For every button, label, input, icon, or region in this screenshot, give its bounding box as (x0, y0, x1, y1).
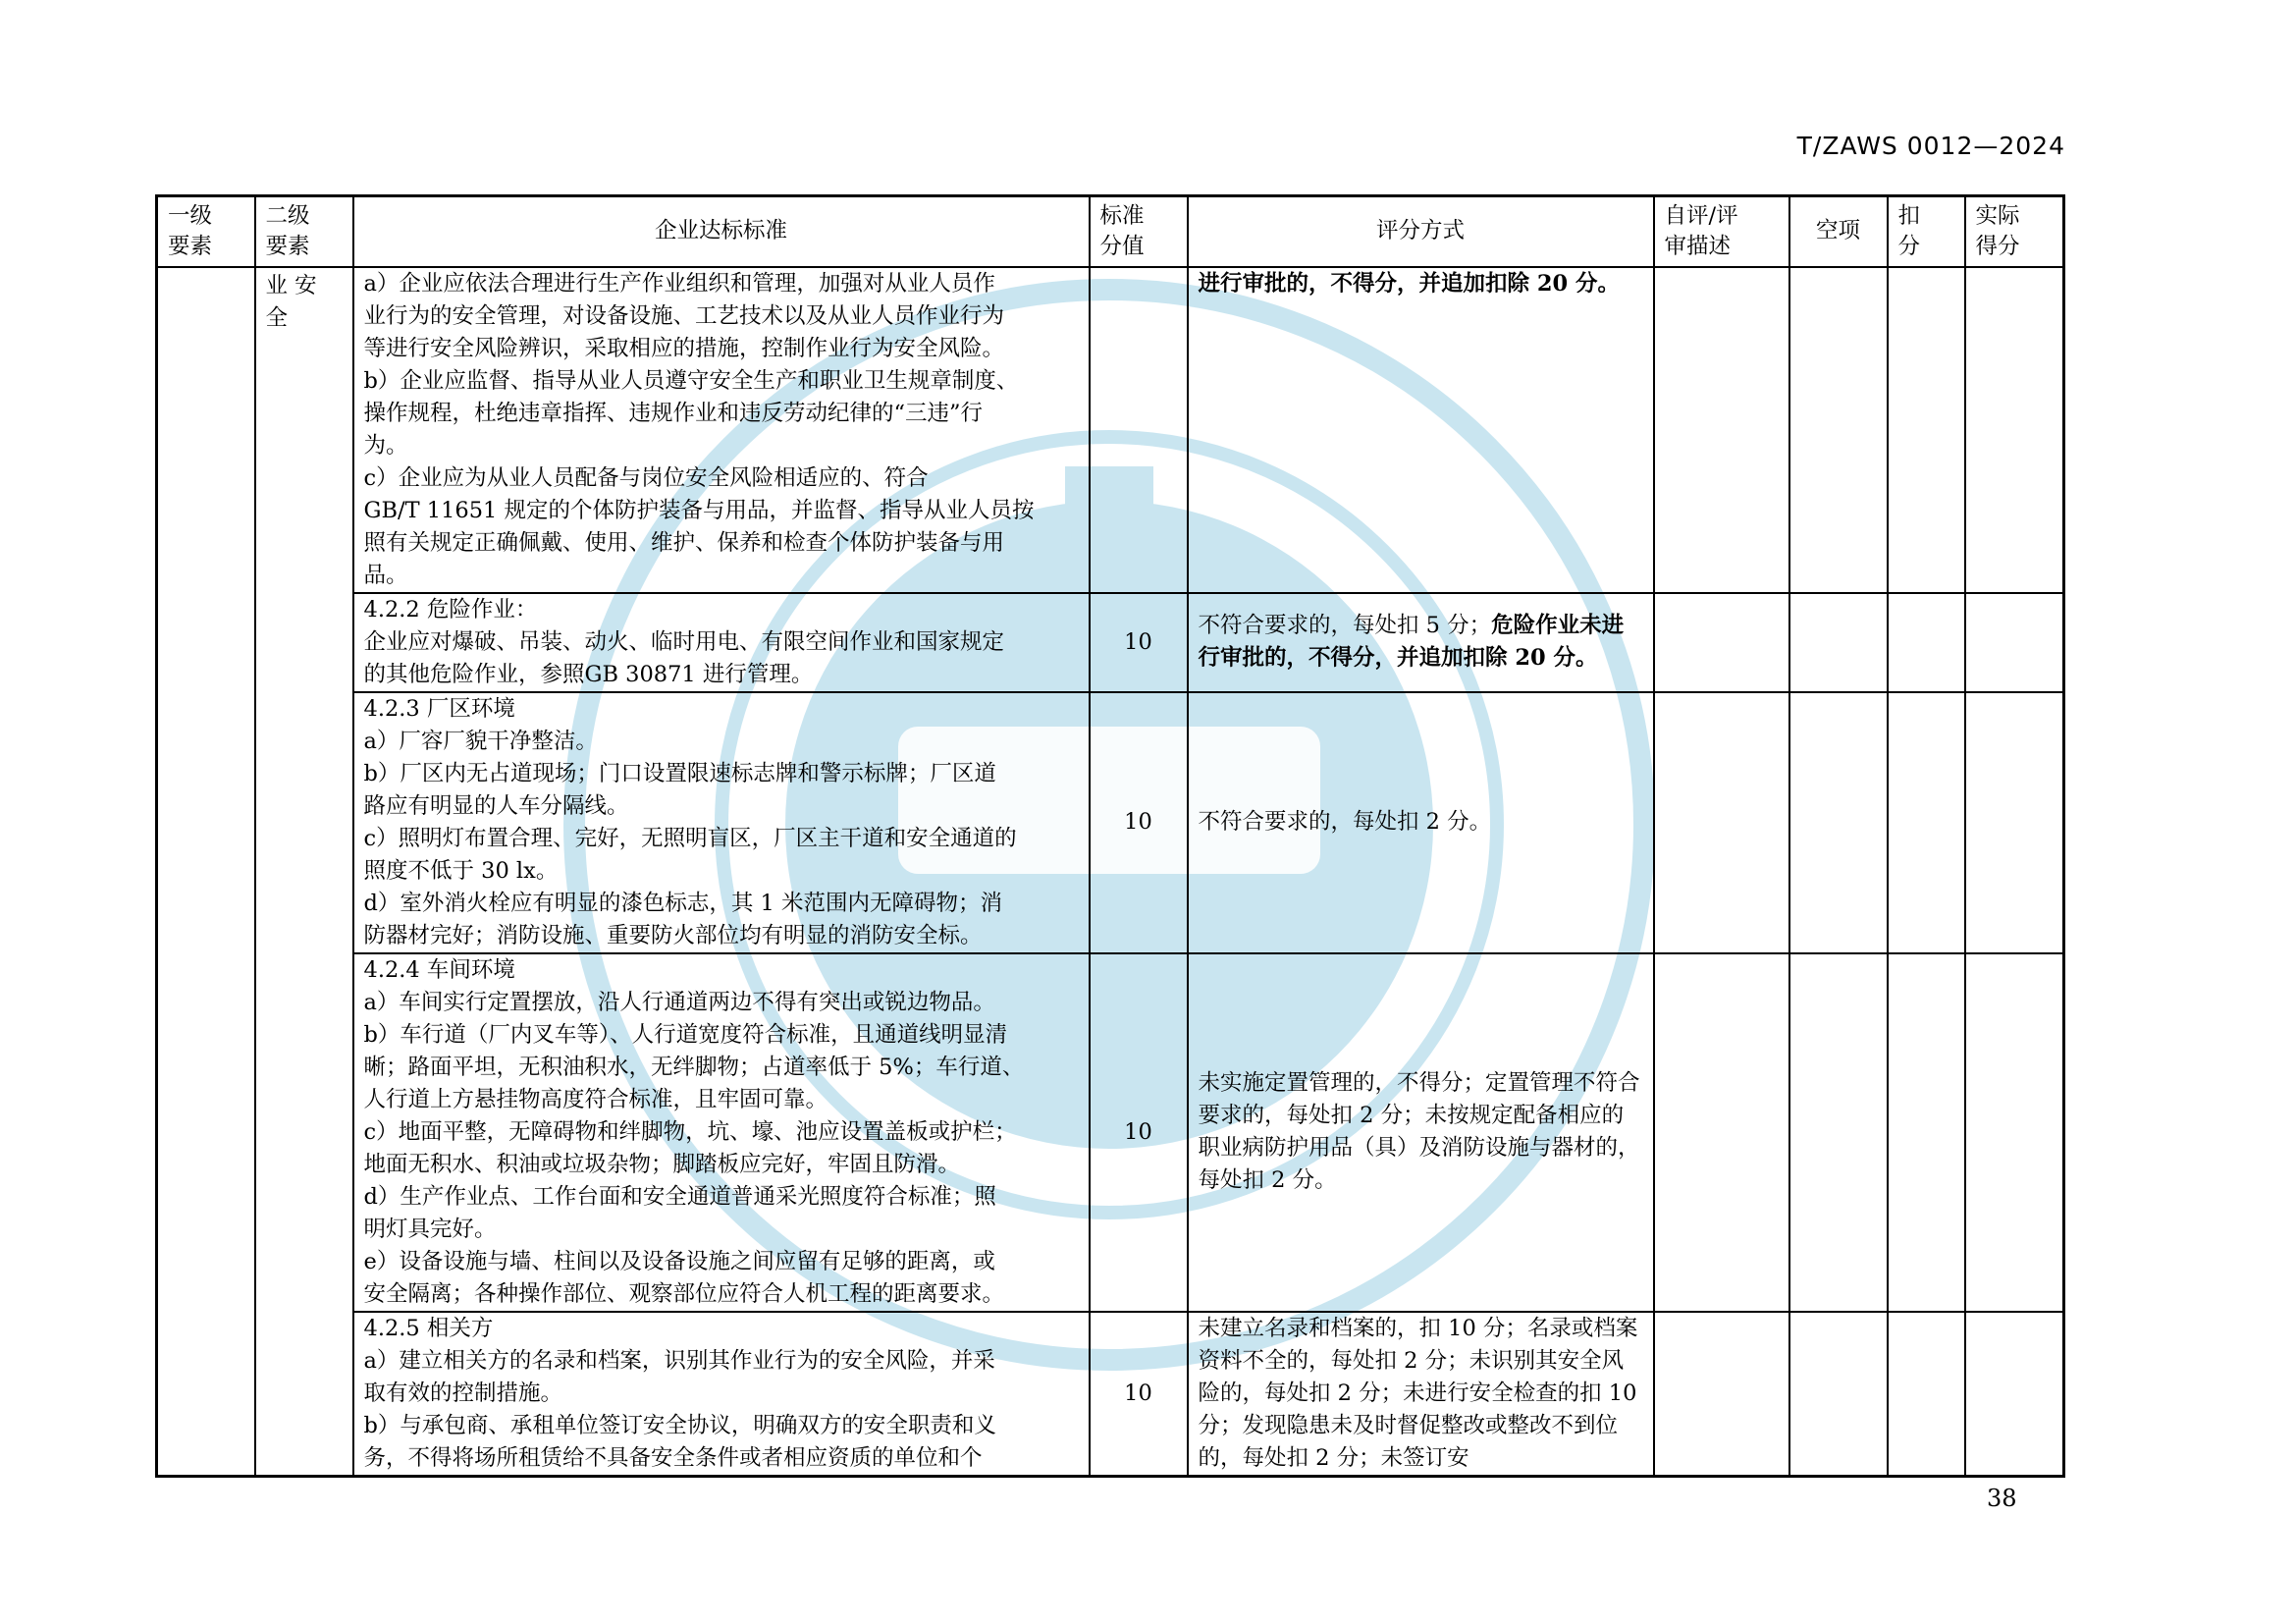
method-cell: 不符合要求的，每处扣 5 分；危险作业未进行审批的，不得分，并追加扣除 20 分。 (1188, 593, 1654, 692)
header-deduction: 扣 分 (1888, 196, 1965, 267)
method-cell: 不符合要求的，每处扣 2 分。 (1188, 692, 1654, 953)
standard-cell: 4.2.3 厂区环境 a）厂容厂貌干净整洁。 b）厂区内无占道现场；门口设置限速标志牌和警示标牌；厂区道 路应有明显的人车分隔线。 c）照明灯布置合理、完好，无照明盲区，厂区主干道和安全通道的 照度不低于 30 lx。 d）室外消火栓应有明显的漆色标志，其 1 米范围内无障碍物；消 防器材完好；消防设施、重要防火部位均有明显的消防安全标。 (353, 692, 1090, 953)
score-cell: 10 (1090, 953, 1188, 1312)
standard-cell: 4.2.5 相关方 a）建立相关方的名录和档案，识别其作业行为的安全风险，并采 取有效的控制措施。 b）与承包商、承租单位签订安全协议，明确双方的安全职责和义 务，不得将场所租赁给不具备安全条件或者相应资质的单位和个 (353, 1312, 1090, 1477)
score-cell: 10 (1090, 692, 1188, 953)
header-actual-score: 实际 得分 (1965, 196, 2064, 267)
header-level2: 二级 要素 (255, 196, 353, 267)
empty-item-cell (1789, 1312, 1888, 1477)
self-review-cell (1654, 692, 1789, 953)
table-row (157, 953, 2064, 1312)
empty-item-cell (1789, 267, 1888, 593)
empty-item-cell (1789, 692, 1888, 953)
table-row (157, 692, 2064, 953)
empty-item-cell (1789, 593, 1888, 692)
deduction-cell (1888, 1312, 1965, 1477)
actual-score-cell (1965, 1312, 2064, 1477)
deduction-cell (1888, 692, 1965, 953)
method-cell: 未建立名录和档案的，扣 10 分；名录或档案资料不全的，每处扣 2 分；未识别其安全风险的，每处扣 2 分；未进行安全检查的扣 10 分；发现隐患未及时督促整改或整改不到位的，每处扣 2 分；未签订安 (1188, 1312, 1654, 1477)
document-code: T/ZAWS 0012—2024 (1796, 132, 2065, 160)
header-self-review: 自评/评 审描述 (1654, 196, 1789, 267)
deduction-cell (1888, 593, 1965, 692)
self-review-cell (1654, 953, 1789, 1312)
actual-score-cell (1965, 692, 2064, 953)
table-row (157, 1312, 2064, 1477)
actual-score-cell (1965, 593, 2064, 692)
header-standard: 企业达标标准 (353, 196, 1090, 267)
score-cell: 10 (1090, 1312, 1188, 1477)
header-method: 评分方式 (1188, 196, 1654, 267)
self-review-cell (1654, 1312, 1789, 1477)
score-cell: 10 (1090, 593, 1188, 692)
page-number: 38 (1987, 1485, 2017, 1512)
scoring-table (155, 194, 2065, 1478)
table-row (157, 593, 2064, 692)
level1-cell (157, 267, 255, 1477)
actual-score-cell (1965, 267, 2064, 593)
header-level1: 一级 要素 (157, 196, 255, 267)
header-score: 标准 分值 (1090, 196, 1188, 267)
level2-cell: 业 安 全 (255, 267, 353, 1477)
table-row (157, 267, 2064, 593)
actual-score-cell (1965, 953, 2064, 1312)
deduction-cell (1888, 953, 1965, 1312)
self-review-cell (1654, 267, 1789, 593)
method-cell: 未实施定置管理的，不得分；定置管理不符合要求的，每处扣 2 分；未按规定配备相应的职业病防护用品（具）及消防设施与器材的，每处扣 2 分。 (1188, 953, 1654, 1312)
table-header-row (157, 196, 2064, 267)
standard-cell: a）企业应依法合理进行生产作业组织和管理，加强对从业人员作 业行为的安全管理，对设备设施、工艺技术以及从业人员作业行为 等进行安全风险辨识，采取相应的措施，控制作业行为安全风险。 b）企业应监督、指导从业人员遵守安全生产和职业卫生规章制度、 操作规程，杜绝违章指挥、违规作业和违反劳动纪律的“三违”行 为。 c）企业应为从业人员配备与岗位安全风险相适应的、符合 GB/T 11651 规定的个体防护装备与用品，并监督、指导从业人员按 照有关规定正确佩戴、使用、维护、保养和检查个体防护装备与用 品。 (353, 267, 1090, 593)
standard-cell: 4.2.2 危险作业： 企业应对爆破、吊装、动火、临时用电、有限空间作业和国家规定 的其他危险作业，参照GB 30871 进行管理。 (353, 593, 1090, 692)
empty-item-cell (1789, 953, 1888, 1312)
standard-cell: 4.2.4 车间环境 a）车间实行定置摆放，沿人行通道两边不得有突出或锐边物品。 b）车行道（厂内叉车等）、人行道宽度符合标准，且通道线明显清 晰；路面平坦，无积油积水，无绊脚物；占道率低于 5%；车行道、 人行道上方悬挂物高度符合标准，且牢固可靠。 c）地面平整，无障碍物和绊脚物，坑、壕、池应设置盖板或护栏； 地面无积水、积油或垃圾杂物；脚踏板应完好，牢固且防滑。 d）生产作业点、工作台面和安全通道普通采光照度符合标准；照 明灯具完好。 e）设备设施与墙、柱间以及设备设施之间应留有足够的距离，或 安全隔离；各种操作部位、观察部位应符合人机工程的距离要求。 (353, 953, 1090, 1312)
self-review-cell (1654, 593, 1789, 692)
method-cell: 进行审批的，不得分，并追加扣除 20 分。 (1188, 267, 1654, 593)
deduction-cell (1888, 267, 1965, 593)
score-cell (1090, 267, 1188, 593)
header-empty-item: 空项 (1789, 196, 1888, 267)
